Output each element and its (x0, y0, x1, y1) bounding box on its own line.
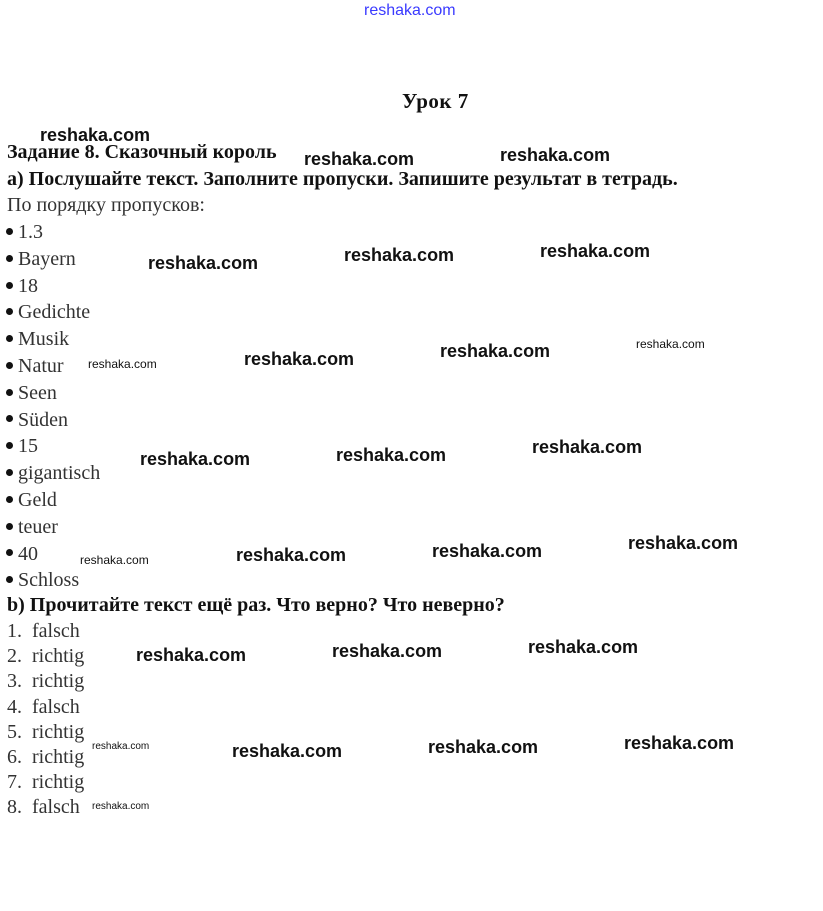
answer-number: 7. (7, 771, 22, 794)
watermark: reshaka.com (148, 253, 259, 273)
list-item (6, 407, 100, 434)
list-item-text: Schloss (18, 569, 80, 592)
list-item (6, 567, 100, 594)
watermark: reshaka.com (40, 125, 151, 145)
bullet-icon (6, 255, 13, 262)
answer-item (7, 619, 84, 644)
answer-item (7, 720, 84, 745)
watermark: reshaka.com (236, 545, 347, 565)
bullet-icon (6, 228, 13, 235)
list-item (6, 433, 100, 460)
list-item (6, 326, 100, 353)
answer-item (7, 695, 84, 720)
list-item-text: Geld (18, 488, 57, 511)
bullet-icon (6, 576, 13, 583)
answer-number: 1. (7, 620, 22, 642)
watermark: reshaka.com (428, 737, 539, 757)
watermark: reshaka.com (92, 741, 150, 752)
list-item (6, 246, 100, 273)
watermark: reshaka.com (432, 541, 543, 561)
watermark: reshaka.com (304, 149, 415, 169)
list-item (6, 487, 100, 514)
answer-number: 3. (7, 670, 22, 693)
watermark: reshaka.com (140, 449, 251, 469)
list-item-text: Gedichte (18, 301, 91, 324)
list-item (6, 460, 100, 487)
answer-value: richtig (32, 645, 85, 668)
watermark: reshaka.com (540, 241, 651, 261)
bullet-icon (6, 523, 13, 530)
watermark: reshaka.com (440, 341, 551, 361)
answer-number: 8. (7, 796, 22, 819)
watermark: reshaka.com (528, 637, 639, 657)
watermark: reshaka.com (532, 437, 643, 457)
watermark: reshaka.com (636, 337, 705, 351)
list-item (6, 353, 100, 380)
answer-item (7, 745, 84, 770)
watermark: reshaka.com (244, 349, 355, 369)
true-false-answers-list (7, 619, 84, 821)
bullet-icon (6, 496, 13, 503)
answer-value: falsch (32, 796, 80, 819)
bullet-icon (6, 549, 13, 556)
task-title: Задание 8. Сказочный король (7, 141, 277, 163)
answer-item (7, 770, 84, 795)
answer-value: richtig (32, 670, 85, 693)
watermark: reshaka.com (624, 733, 735, 753)
site-link[interactable]: reshaka.com (364, 2, 456, 19)
list-item-text: 18 (18, 274, 38, 297)
list-item (6, 299, 100, 326)
list-item-text: 40 (18, 542, 38, 565)
answer-number: 6. (7, 745, 22, 768)
answer-number: 5. (7, 720, 22, 743)
list-item-text: Süden (18, 408, 68, 431)
list-item (6, 514, 100, 541)
lesson-title: Урок 7 (402, 89, 469, 113)
list-item-text: 15 (18, 435, 38, 458)
bullet-icon (6, 442, 13, 449)
order-note: По порядку пропусков: (7, 194, 205, 216)
answer-value: richtig (32, 771, 85, 794)
list-item-text: Natur (18, 354, 64, 377)
answer-value: richtig (32, 720, 85, 743)
watermark: reshaka.com (92, 801, 150, 812)
list-item-text: Seen (18, 381, 57, 404)
watermark: reshaka.com (336, 445, 447, 465)
answer-number: 2. (7, 645, 22, 668)
list-item (6, 273, 100, 300)
answer-value: richtig (32, 745, 85, 768)
bullet-icon (6, 362, 13, 369)
list-item-text: gigantisch (18, 462, 101, 485)
list-item (6, 380, 100, 407)
gap-answers-list (6, 219, 100, 594)
answer-item (7, 795, 84, 820)
watermark: reshaka.com (500, 145, 611, 165)
answer-value: falsch (32, 695, 80, 718)
watermark: reshaka.com (80, 553, 149, 567)
answer-item (7, 644, 84, 669)
section-a-heading: a) Послушайте текст. Заполните пропуски. Запишите результат в тетрадь. (7, 168, 678, 190)
answer-value: falsch (32, 620, 80, 642)
watermark: reshaka.com (332, 641, 443, 661)
bullet-icon (6, 469, 13, 476)
watermark: reshaka.com (628, 533, 739, 553)
list-item-text: teuer (18, 515, 58, 538)
list-item-text: Musik (18, 328, 70, 351)
bullet-icon (6, 389, 13, 396)
answer-number: 4. (7, 695, 22, 718)
watermark: reshaka.com (88, 357, 157, 371)
watermark: reshaka.com (232, 741, 343, 761)
bullet-icon (6, 415, 13, 422)
bullet-icon (6, 282, 13, 289)
section-b-heading: b) Прочитайте текст ещё раз. Что верно? Что неверно? (7, 594, 505, 616)
watermark: reshaka.com (136, 645, 247, 665)
list-item (6, 219, 100, 246)
bullet-icon (6, 308, 13, 315)
bullet-icon (6, 335, 13, 342)
list-item-text: Bayern (18, 247, 76, 270)
watermark: reshaka.com (344, 245, 455, 265)
list-item-text: 1.3 (18, 221, 43, 243)
answer-item (7, 669, 84, 694)
